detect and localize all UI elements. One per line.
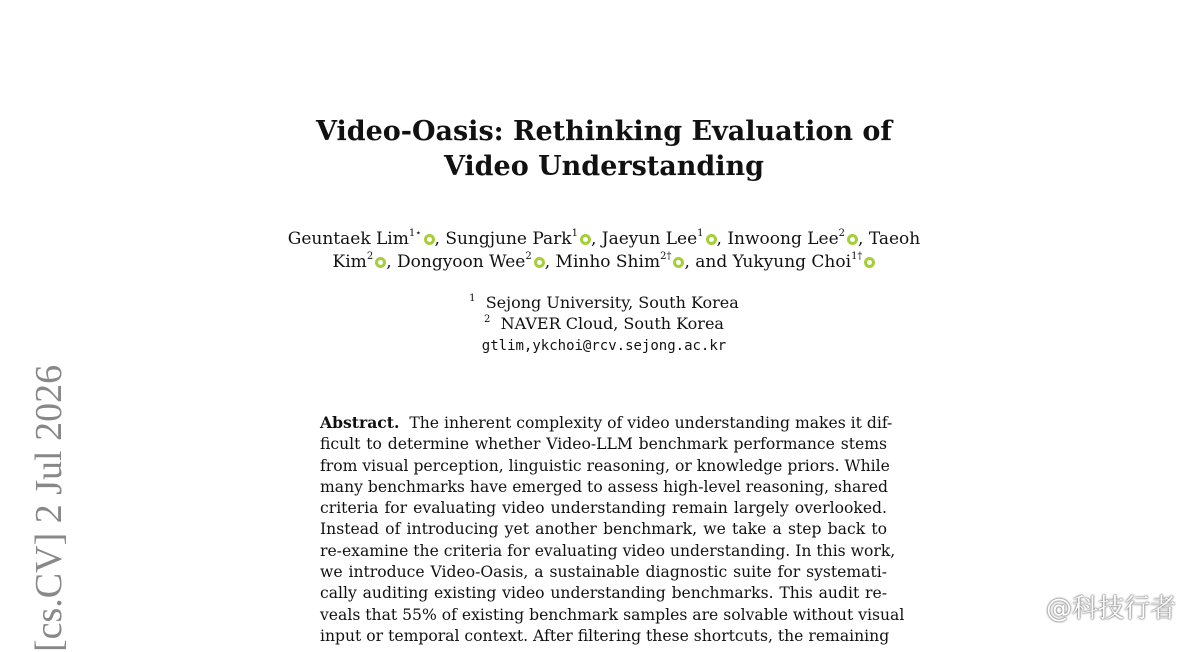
author-affiliation-mark: 2 xyxy=(838,228,846,240)
author-affiliation-mark: 1⋆ xyxy=(408,228,422,240)
author-separator: , xyxy=(590,229,602,249)
author-name: Minho Shim xyxy=(555,252,661,272)
author-name: Sungjune Park xyxy=(445,229,572,249)
abstract-line: we introduce Video-Oasis, a sustainable diagnostic suite for systemati- xyxy=(320,563,887,582)
abstract-line: input or temporal context. After filtering these shortcuts, the remaining xyxy=(320,626,890,645)
affiliation-mark: 1 xyxy=(469,292,476,304)
affiliation-mark: 2 xyxy=(484,313,491,325)
orcid-icon[interactable] xyxy=(864,257,875,268)
abstract-heading: Abstract. xyxy=(320,413,400,432)
abstract-line xyxy=(320,412,893,434)
author-list xyxy=(0,228,1200,274)
author-separator: , Taeoh xyxy=(858,229,921,249)
orcid-icon[interactable] xyxy=(706,234,717,245)
abstract-line: re-examine the criteria for evaluating video understanding. In this work, xyxy=(320,541,896,560)
orcid-icon[interactable] xyxy=(534,257,545,268)
author-separator: , xyxy=(434,229,446,249)
title-line-2: Video Understanding xyxy=(443,151,765,182)
author-line-1 xyxy=(0,228,1200,251)
abstract-text: The inherent complexity of video understanding makes it dif- xyxy=(409,414,893,432)
author-affiliation-mark: 2 xyxy=(525,251,532,263)
author-name: Geuntaek Lim xyxy=(287,229,409,249)
abstract xyxy=(320,412,905,647)
author-affiliation-mark: 1 xyxy=(697,228,704,240)
author-name: Inwoong Lee xyxy=(727,229,839,249)
watermark: @科技行者 xyxy=(1045,594,1176,624)
title-line-1: Video-Oasis: Rethinking Evaluation of xyxy=(315,116,893,147)
author-separator: , xyxy=(716,229,728,249)
author-separator: , xyxy=(386,252,397,272)
arxiv-side-stamp: [cs.CV] 2 Jul 2026 xyxy=(28,364,70,652)
author-affiliation-mark: 1 xyxy=(571,228,578,240)
affiliation-text: NAVER Cloud, South Korea xyxy=(500,314,724,333)
orcid-icon[interactable] xyxy=(580,234,591,245)
abstract-line: criteria for evaluating video understanding remain largely overlooked. xyxy=(320,499,887,518)
abstract-line: cally auditing existing video understanding benchmarks. This audit re- xyxy=(320,584,887,603)
author-affiliation-mark: 2 xyxy=(366,251,374,263)
orcid-icon[interactable] xyxy=(673,257,684,268)
orcid-icon[interactable] xyxy=(424,234,435,245)
author-name: Yukyung Choi xyxy=(732,252,852,272)
affiliation-1 xyxy=(0,292,1200,313)
affiliation-2 xyxy=(0,313,1200,334)
abstract-line: Instead of introducing yet another benchmark, we take a step back to xyxy=(320,520,887,539)
author-name: Kim xyxy=(332,252,367,272)
abstract-line: veals that 55% of existing benchmark samples are solvable without visual xyxy=(320,605,905,624)
abstract-line: many benchmarks have emerged to assess high-level reasoning, shared xyxy=(320,477,889,496)
contact-email[interactable]: gtlim,ykchoi@rcv.sejong.ac.kr xyxy=(481,338,727,354)
affiliations xyxy=(0,292,1200,358)
author-affiliation-mark: 1† xyxy=(851,251,863,263)
orcid-icon[interactable] xyxy=(375,257,386,268)
author-affiliation-mark: 2† xyxy=(660,251,672,263)
author-separator: , xyxy=(544,252,556,272)
affiliation-text: Sejong University, South Korea xyxy=(485,293,739,312)
author-line-2 xyxy=(0,251,1200,274)
abstract-line: from visual perception, linguistic reasoning, or knowledge priors. While xyxy=(320,456,890,475)
author-separator: , and xyxy=(684,252,733,272)
author-name: Dongyoon Wee xyxy=(397,252,526,272)
author-name: Jaeyun Lee xyxy=(601,229,698,249)
paper-title xyxy=(0,114,1200,184)
orcid-icon[interactable] xyxy=(847,234,858,245)
abstract-line: ficult to determine whether Video-LLM benchmark performance stems xyxy=(320,435,887,454)
